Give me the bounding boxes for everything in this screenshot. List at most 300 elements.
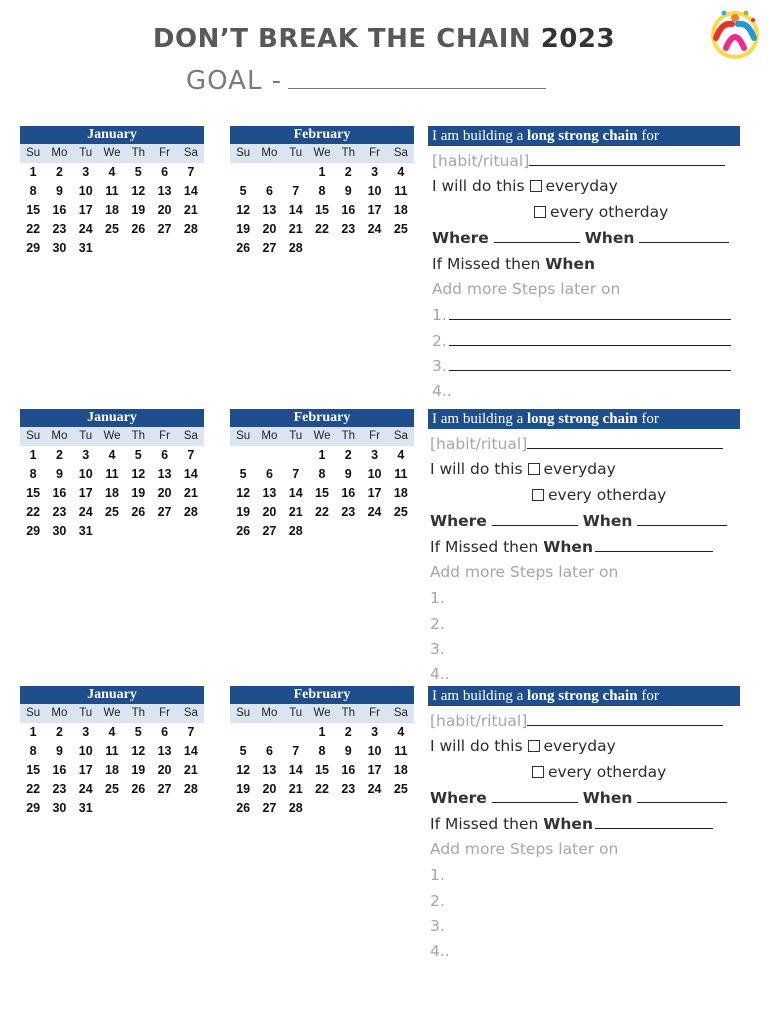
step-1[interactable]: 1. xyxy=(430,589,445,607)
weekday-label: Th xyxy=(131,147,145,159)
day-cell[interactable]: 11 xyxy=(105,744,119,758)
day-cell[interactable]: 9 xyxy=(55,744,63,758)
when-field[interactable] xyxy=(639,229,729,243)
frequency-row-2: every otherday xyxy=(534,203,668,221)
weekday-label: Su xyxy=(236,147,251,159)
day-cell[interactable]: 14 xyxy=(288,763,303,777)
day-cell[interactable]: 14 xyxy=(183,184,198,198)
day-cell[interactable]: 22 xyxy=(315,222,329,236)
calendar-february xyxy=(230,686,414,818)
day-cell[interactable]: 4 xyxy=(108,165,116,179)
day-cell[interactable]: 19 xyxy=(131,486,146,500)
day-cell[interactable]: 8 xyxy=(318,744,326,758)
day-cell[interactable]: 24 xyxy=(367,505,382,519)
day-cell[interactable]: 17 xyxy=(78,486,93,500)
day-cell[interactable]: 13 xyxy=(262,486,277,500)
day-cell[interactable]: 24 xyxy=(367,782,382,796)
day-cell[interactable]: 12 xyxy=(131,744,146,758)
day-cell[interactable]: 11 xyxy=(394,184,408,198)
day-cell[interactable]: 13 xyxy=(157,184,172,198)
if-missed-field[interactable] xyxy=(595,815,713,829)
day-cell[interactable]: 6 xyxy=(265,184,273,198)
everyday-checkbox[interactable] xyxy=(528,463,540,475)
weekday-row xyxy=(20,427,204,446)
day-cell[interactable]: 31 xyxy=(78,801,93,815)
day-cell[interactable]: 24 xyxy=(78,782,93,796)
if-missed-row: If Missed then When xyxy=(432,255,595,273)
day-cell[interactable]: 9 xyxy=(344,467,352,481)
habit-panel xyxy=(428,409,740,689)
day-cell[interactable]: 12 xyxy=(236,763,251,777)
day-cell[interactable] xyxy=(283,723,309,742)
where-when-row: Where When xyxy=(430,512,727,530)
day-cell[interactable]: 27 xyxy=(157,222,172,236)
weekday-label: Fr xyxy=(369,707,380,719)
day-cell[interactable]: 9 xyxy=(55,467,63,481)
step-4[interactable]: 4.. xyxy=(430,665,450,683)
day-cell[interactable]: 28 xyxy=(183,505,198,519)
habit-field[interactable]: [habit/ritual] xyxy=(430,435,723,453)
day-cell[interactable]: 24 xyxy=(367,222,382,236)
day-cell[interactable]: 23 xyxy=(52,222,67,236)
day-cell[interactable]: 18 xyxy=(393,763,408,777)
day-cell[interactable]: 2 xyxy=(344,725,352,739)
day-cell[interactable]: 25 xyxy=(393,782,408,796)
day-cell[interactable]: 23 xyxy=(52,782,67,796)
month-header: January xyxy=(20,686,204,704)
day-cell[interactable]: 6 xyxy=(161,165,169,179)
day-cell[interactable]: 20 xyxy=(157,203,172,217)
day-grid xyxy=(20,446,204,541)
day-cell[interactable]: 27 xyxy=(157,782,172,796)
day-cell[interactable]: 7 xyxy=(187,725,195,739)
day-cell[interactable]: 18 xyxy=(105,486,119,500)
day-cell[interactable]: 30 xyxy=(52,801,67,815)
frequency-row: I will do this everyday xyxy=(432,177,618,195)
day-cell[interactable]: 7 xyxy=(292,744,300,758)
goal-input-line[interactable] xyxy=(288,67,546,89)
day-cell[interactable]: 8 xyxy=(29,467,37,481)
every-otherday-checkbox[interactable] xyxy=(534,206,546,218)
weekday-row xyxy=(20,144,204,163)
day-cell[interactable]: 22 xyxy=(26,505,41,519)
day-cell[interactable]: 23 xyxy=(52,505,67,519)
panel-header: I am building a long strong chain for xyxy=(428,686,740,706)
day-cell[interactable]: 21 xyxy=(183,763,198,777)
day-cell[interactable] xyxy=(230,446,256,465)
day-cell[interactable]: 1 xyxy=(29,448,37,462)
day-cell[interactable]: 1 xyxy=(318,165,326,179)
day-cell[interactable]: 10 xyxy=(367,744,382,758)
when-field[interactable] xyxy=(637,789,727,803)
day-cell[interactable]: 16 xyxy=(52,486,67,500)
weekday-label: Th xyxy=(341,430,355,442)
day-cell[interactable]: 28 xyxy=(288,241,303,255)
weekday-label: Sa xyxy=(393,147,408,159)
weekday-label: Tu xyxy=(289,707,303,719)
weekday-label: Mo xyxy=(51,430,68,442)
day-cell[interactable]: 10 xyxy=(367,184,382,198)
weekday-label: We xyxy=(313,147,331,159)
step-4[interactable]: 4.. xyxy=(430,942,450,960)
day-cell[interactable]: 23 xyxy=(341,222,356,236)
weekday-label: Fr xyxy=(369,430,380,442)
weekday-label: Su xyxy=(236,707,251,719)
day-cell[interactable]: 10 xyxy=(78,744,93,758)
day-cell[interactable]: 22 xyxy=(26,222,41,236)
weekday-label: We xyxy=(103,707,121,719)
day-cell[interactable]: 26 xyxy=(131,222,146,236)
weekday-row xyxy=(230,704,414,723)
day-cell[interactable]: 5 xyxy=(239,467,247,481)
day-cell[interactable]: 30 xyxy=(52,524,67,538)
if-missed-field[interactable] xyxy=(595,538,713,552)
calendar-january xyxy=(20,409,204,541)
day-cell[interactable]: 23 xyxy=(341,505,356,519)
day-cell[interactable]: 6 xyxy=(161,448,169,462)
day-cell[interactable]: 25 xyxy=(105,222,119,236)
day-cell[interactable]: 5 xyxy=(239,744,247,758)
day-cell[interactable]: 19 xyxy=(236,505,251,519)
day-cell[interactable]: 10 xyxy=(367,467,382,481)
day-cell[interactable] xyxy=(256,163,282,182)
weekday-label: Tu xyxy=(79,707,93,719)
day-cell[interactable]: 19 xyxy=(131,203,146,217)
day-cell[interactable]: 15 xyxy=(315,486,329,500)
day-cell[interactable]: 28 xyxy=(183,222,198,236)
day-cell[interactable]: 1 xyxy=(318,725,326,739)
habit-field[interactable]: [habit/ritual] xyxy=(432,152,725,170)
day-cell[interactable]: 24 xyxy=(78,505,93,519)
weekday-row xyxy=(230,144,414,163)
day-cell[interactable]: 11 xyxy=(394,744,408,758)
day-cell[interactable]: 29 xyxy=(26,241,41,255)
add-steps-label: Add more Steps later on xyxy=(432,280,621,298)
day-cell[interactable]: 14 xyxy=(288,203,303,217)
day-cell[interactable]: 17 xyxy=(78,763,93,777)
day-cell[interactable]: 2 xyxy=(344,165,352,179)
step-4[interactable]: 4.. xyxy=(432,382,452,400)
day-cell[interactable]: 9 xyxy=(344,184,352,198)
panel-header: I am building a long strong chain for xyxy=(428,126,740,146)
day-cell[interactable]: 3 xyxy=(371,725,379,739)
month-header: February xyxy=(230,126,414,144)
day-cell[interactable]: 16 xyxy=(341,486,356,500)
day-cell[interactable]: 3 xyxy=(82,725,90,739)
month-header: February xyxy=(230,686,414,704)
frequency-row: I will do this everyday xyxy=(430,737,616,755)
day-cell[interactable]: 18 xyxy=(105,203,119,217)
month-header: February xyxy=(230,409,414,427)
day-cell[interactable]: 4 xyxy=(397,725,405,739)
day-cell[interactable]: 3 xyxy=(371,165,379,179)
day-cell[interactable]: 2 xyxy=(55,165,63,179)
weekday-label: Fr xyxy=(159,147,170,159)
day-cell[interactable] xyxy=(256,723,282,742)
day-cell[interactable]: 6 xyxy=(265,744,273,758)
day-cell[interactable]: 19 xyxy=(236,222,251,236)
day-cell[interactable]: 12 xyxy=(236,486,251,500)
day-cell[interactable]: 11 xyxy=(394,467,408,481)
weekday-label: We xyxy=(103,147,121,159)
day-cell[interactable]: 2 xyxy=(344,448,352,462)
day-cell[interactable]: 7 xyxy=(187,448,195,462)
weekday-label: We xyxy=(313,430,331,442)
step-2[interactable]: 2. xyxy=(430,615,445,633)
day-cell[interactable]: 20 xyxy=(157,486,172,500)
calendar-january xyxy=(20,686,204,818)
day-cell[interactable]: 20 xyxy=(262,505,277,519)
weekday-label: Su xyxy=(26,147,41,159)
day-cell[interactable]: 13 xyxy=(157,467,172,481)
where-field[interactable] xyxy=(492,789,578,803)
title-text: DON’T BREAK THE CHAIN xyxy=(152,24,532,54)
weekday-row xyxy=(20,704,204,723)
day-cell[interactable]: 4 xyxy=(108,725,116,739)
weekday-label: Sa xyxy=(393,707,408,719)
day-cell[interactable]: 10 xyxy=(78,184,93,198)
when-field[interactable] xyxy=(637,512,727,526)
month-header: January xyxy=(20,126,204,144)
goal-label: GOAL - xyxy=(186,66,283,96)
step-1[interactable]: 1. xyxy=(432,306,731,324)
weekday-label: We xyxy=(103,430,121,442)
every-otherday-checkbox[interactable] xyxy=(532,489,544,501)
calendar-february xyxy=(230,126,414,258)
habit-panel xyxy=(428,126,740,406)
step-2[interactable]: 2. xyxy=(432,332,731,350)
weekday-label: Fr xyxy=(159,430,170,442)
day-cell[interactable]: 3 xyxy=(371,448,379,462)
day-cell[interactable]: 22 xyxy=(315,505,329,519)
day-cell[interactable]: 19 xyxy=(131,763,146,777)
day-cell[interactable]: 15 xyxy=(26,763,41,777)
day-grid xyxy=(230,446,414,541)
day-cell[interactable]: 21 xyxy=(288,782,303,796)
day-cell[interactable]: 15 xyxy=(26,486,41,500)
day-cell[interactable]: 1 xyxy=(29,165,37,179)
day-cell[interactable]: 16 xyxy=(341,763,356,777)
day-cell[interactable]: 20 xyxy=(157,763,172,777)
day-cell[interactable]: 17 xyxy=(367,763,382,777)
day-cell[interactable]: 18 xyxy=(393,203,408,217)
day-cell[interactable]: 26 xyxy=(236,241,251,255)
frequency-row-2: every otherday xyxy=(532,486,666,504)
day-cell[interactable]: 22 xyxy=(26,782,41,796)
page-title xyxy=(0,24,768,54)
habit-panel xyxy=(428,686,740,966)
day-cell[interactable]: 24 xyxy=(78,222,93,236)
where-field[interactable] xyxy=(492,512,578,526)
day-cell[interactable]: 16 xyxy=(52,763,67,777)
day-cell[interactable]: 5 xyxy=(134,448,142,462)
day-cell[interactable]: 16 xyxy=(52,203,67,217)
weekday-label: Th xyxy=(341,707,355,719)
day-cell[interactable]: 3 xyxy=(82,165,90,179)
day-cell[interactable]: 5 xyxy=(239,184,247,198)
goal-row xyxy=(186,66,546,96)
calendar-february xyxy=(230,409,414,541)
day-cell[interactable] xyxy=(230,723,256,742)
day-cell[interactable]: 1 xyxy=(29,725,37,739)
day-cell[interactable]: 22 xyxy=(315,782,329,796)
day-cell[interactable]: 9 xyxy=(344,744,352,758)
habit-block xyxy=(0,409,768,689)
weekday-label: Tu xyxy=(289,147,303,159)
day-cell[interactable]: 26 xyxy=(131,505,146,519)
day-cell[interactable] xyxy=(256,446,282,465)
day-cell[interactable]: 9 xyxy=(55,184,63,198)
day-cell[interactable]: 4 xyxy=(108,448,116,462)
day-cell[interactable]: 27 xyxy=(262,241,277,255)
weekday-label: Th xyxy=(131,707,145,719)
day-cell[interactable]: 30 xyxy=(52,241,67,255)
day-cell[interactable]: 27 xyxy=(157,505,172,519)
day-cell[interactable]: 20 xyxy=(262,222,277,236)
title-year: 2023 xyxy=(540,24,616,54)
everyday-checkbox[interactable] xyxy=(528,740,540,752)
day-cell[interactable]: 25 xyxy=(105,782,119,796)
day-cell[interactable]: 28 xyxy=(183,782,198,796)
day-cell[interactable]: 12 xyxy=(131,467,146,481)
habit-field[interactable]: [habit/ritual] xyxy=(430,712,723,730)
day-cell[interactable]: 31 xyxy=(78,241,93,255)
day-cell[interactable]: 25 xyxy=(393,222,408,236)
weekday-label: Sa xyxy=(183,147,198,159)
day-cell[interactable]: 11 xyxy=(105,467,119,481)
day-cell[interactable]: 5 xyxy=(134,165,142,179)
step-3[interactable]: 3. xyxy=(430,917,445,935)
day-cell[interactable]: 21 xyxy=(183,203,198,217)
day-cell[interactable]: 8 xyxy=(318,184,326,198)
if-missed-row: If Missed then When xyxy=(430,815,713,833)
weekday-label: Fr xyxy=(159,707,170,719)
day-cell[interactable]: 6 xyxy=(265,467,273,481)
day-cell[interactable]: 14 xyxy=(183,744,198,758)
weekday-label: Fr xyxy=(369,147,380,159)
where-when-row: Where When xyxy=(432,229,729,247)
where-field[interactable] xyxy=(494,229,580,243)
day-cell[interactable]: 19 xyxy=(236,782,251,796)
step-2[interactable]: 2. xyxy=(430,892,445,910)
day-grid xyxy=(20,163,204,258)
day-cell[interactable]: 16 xyxy=(341,203,356,217)
day-cell[interactable]: 31 xyxy=(78,524,93,538)
frequency-row: I will do this everyday xyxy=(430,460,616,478)
weekday-label: We xyxy=(313,707,331,719)
day-cell[interactable]: 12 xyxy=(131,184,146,198)
weekday-label: Tu xyxy=(79,147,93,159)
colorful-person-logo-icon xyxy=(706,4,764,62)
if-missed-row: If Missed then When xyxy=(430,538,713,556)
weekday-label: Su xyxy=(26,707,41,719)
day-cell[interactable]: 18 xyxy=(393,486,408,500)
weekday-label: Sa xyxy=(183,430,198,442)
day-cell[interactable]: 11 xyxy=(105,184,119,198)
day-cell[interactable]: 21 xyxy=(183,486,198,500)
day-grid xyxy=(20,723,204,818)
day-cell[interactable]: 7 xyxy=(292,467,300,481)
day-cell[interactable]: 1 xyxy=(318,448,326,462)
day-cell[interactable]: 20 xyxy=(262,782,277,796)
weekday-label: Th xyxy=(341,147,355,159)
day-cell[interactable]: 5 xyxy=(134,725,142,739)
day-cell[interactable]: 6 xyxy=(161,725,169,739)
day-cell[interactable]: 25 xyxy=(393,505,408,519)
day-cell[interactable]: 14 xyxy=(183,467,198,481)
day-cell[interactable]: 2 xyxy=(55,448,63,462)
day-cell[interactable]: 23 xyxy=(341,782,356,796)
weekday-label: Mo xyxy=(51,707,68,719)
day-cell[interactable] xyxy=(283,446,309,465)
day-cell[interactable]: 4 xyxy=(397,165,405,179)
weekday-row xyxy=(230,427,414,446)
day-cell[interactable]: 25 xyxy=(105,505,119,519)
day-cell[interactable]: 17 xyxy=(78,203,93,217)
weekday-label: Mo xyxy=(261,147,278,159)
day-cell[interactable]: 29 xyxy=(26,801,41,815)
day-cell[interactable]: 12 xyxy=(236,203,251,217)
calendar-january xyxy=(20,126,204,258)
day-cell[interactable]: 13 xyxy=(262,203,277,217)
day-cell[interactable]: 4 xyxy=(397,448,405,462)
weekday-label: Sa xyxy=(183,707,198,719)
everyday-checkbox[interactable] xyxy=(530,180,542,192)
day-cell[interactable]: 29 xyxy=(26,524,41,538)
day-cell[interactable]: 2 xyxy=(55,725,63,739)
day-cell[interactable]: 7 xyxy=(187,165,195,179)
day-cell[interactable]: 15 xyxy=(315,203,329,217)
day-cell[interactable]: 13 xyxy=(157,744,172,758)
day-cell[interactable]: 28 xyxy=(288,801,303,815)
step-3[interactable]: 3. xyxy=(430,640,445,658)
day-cell[interactable]: 27 xyxy=(262,801,277,815)
day-cell[interactable]: 3 xyxy=(82,448,90,462)
day-cell[interactable]: 21 xyxy=(288,222,303,236)
day-cell[interactable]: 13 xyxy=(262,763,277,777)
day-cell[interactable]: 27 xyxy=(262,524,277,538)
day-cell[interactable]: 26 xyxy=(236,524,251,538)
day-cell[interactable]: 8 xyxy=(29,744,37,758)
weekday-label: Mo xyxy=(261,707,278,719)
day-cell[interactable]: 26 xyxy=(131,782,146,796)
day-cell[interactable]: 14 xyxy=(288,486,303,500)
habit-block xyxy=(0,686,768,966)
day-cell[interactable]: 26 xyxy=(236,801,251,815)
day-grid xyxy=(230,163,414,258)
day-cell[interactable]: 15 xyxy=(315,763,329,777)
day-cell[interactable]: 10 xyxy=(78,467,93,481)
day-cell[interactable]: 8 xyxy=(318,467,326,481)
panel-header: I am building a long strong chain for xyxy=(428,409,740,429)
day-cell[interactable]: 17 xyxy=(367,486,382,500)
day-cell[interactable]: 8 xyxy=(29,184,37,198)
weekday-label: Mo xyxy=(51,147,68,159)
day-cell[interactable]: 18 xyxy=(105,763,119,777)
day-cell[interactable]: 21 xyxy=(288,505,303,519)
weekday-label: Su xyxy=(236,430,251,442)
day-cell[interactable] xyxy=(283,163,309,182)
day-cell[interactable] xyxy=(230,163,256,182)
step-3[interactable]: 3. xyxy=(432,357,731,375)
every-otherday-checkbox[interactable] xyxy=(532,766,544,778)
step-1[interactable]: 1. xyxy=(430,866,445,884)
day-cell[interactable]: 28 xyxy=(288,524,303,538)
day-cell[interactable]: 15 xyxy=(26,203,41,217)
weekday-label: Th xyxy=(131,430,145,442)
day-cell[interactable]: 7 xyxy=(292,184,300,198)
day-cell[interactable]: 17 xyxy=(367,203,382,217)
